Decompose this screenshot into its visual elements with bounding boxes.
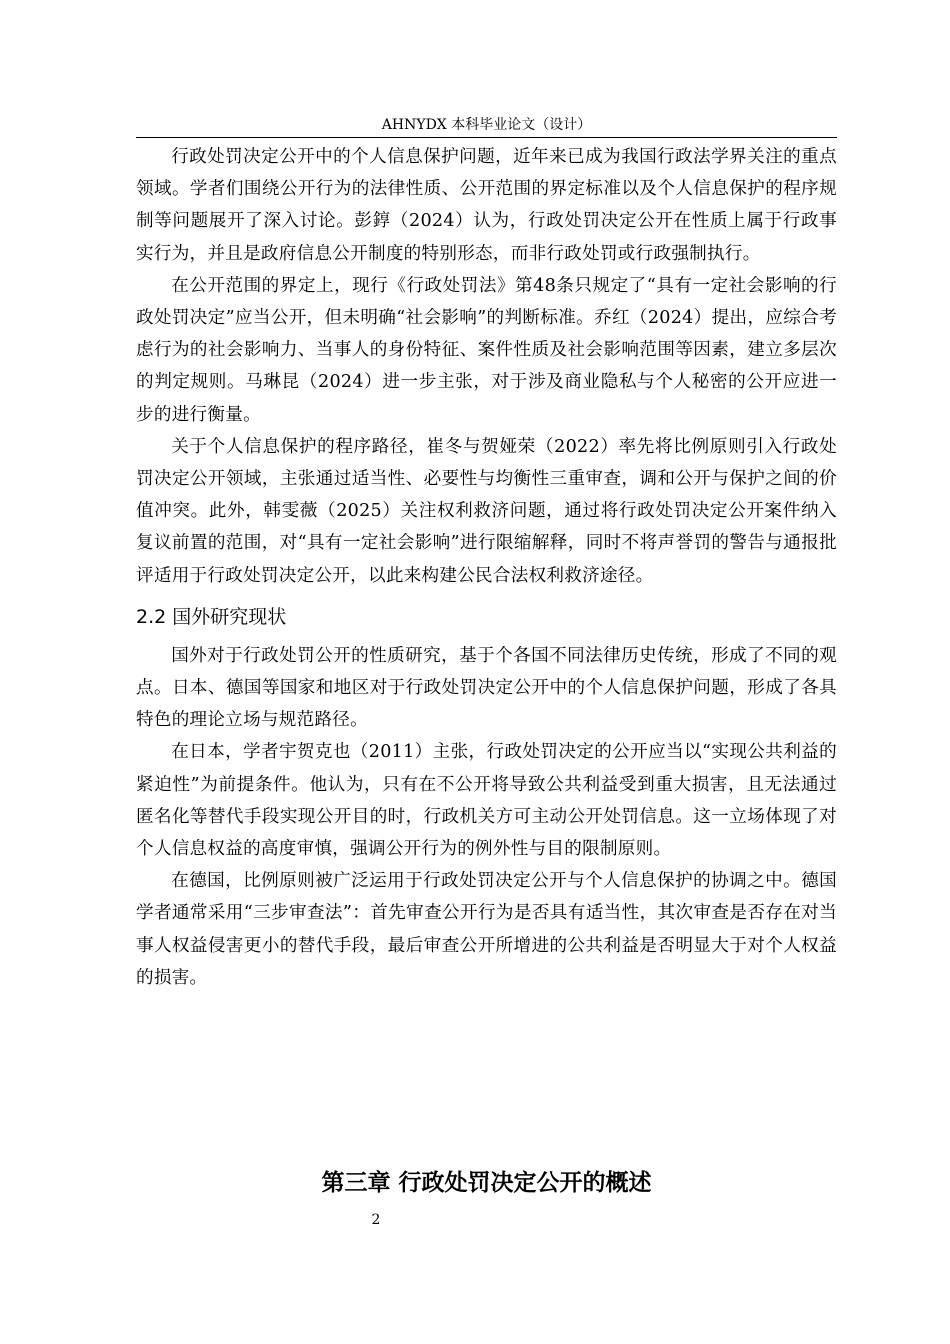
body-paragraph: 行政处罚决定公开中的个人信息保护问题，近年来已成为我国行政法学界关注的重点领域。学者们围绕公开行为的法律性质、公开范围的界定标准以及个人信息保护的程序规制等问题展开了深入讨论。彭錞（2024）认为，行政处罚决定公开在性质上属于行政事实行为，并且是政府信息公开制度的特别形态，而非行政处罚或行政强制执行。: [136, 147, 837, 264]
body-paragraph: 在公开范围的界定上，现行《行政处罚法》第48条只规定了“具有一定社会影响的行政处罚决定”应当公开，但未明确“社会影响”的判断标准。乔红（2024）提出，应综合考虑行为的社会影响力、当事人的身份特征、案件性质及社会影响范围等因素，建立多层次的判定规则。马琳昆（2024）进一步主张，对于涉及商业隐私与个人秘密的公开应进一步的进行衡量。: [136, 275, 837, 425]
body-paragraph: 国外对于行政处罚公开的性质研究，基于个各国不同法律历史传统，形成了不同的观点。日本、德国等国家和地区对于行政处罚决定公开中的个人信息保护问题，形成了各具特色的理论立场与规范路径。: [136, 645, 837, 731]
header-divider: [136, 137, 837, 138]
chapter-heading: 第三章 行政处罚决定公开的概述: [321, 1170, 652, 1197]
page-body: [136, 141, 837, 994]
body-paragraph: 在德国，比例原则被广泛运用于行政处罚决定公开与个人信息保护的协调之中。德国学者通常采用“三步审查法”：首先审查公开行为是否具有适当性，其次审查是否存在对当事人权益侵害更小的替代手段，最后审查公开所增进的公共利益是否明显大于对个人权益的损害。: [136, 871, 837, 988]
page-number: 2: [371, 1212, 381, 1228]
running-header: AHNYDX 本科毕业论文（设计）: [381, 117, 592, 133]
section-heading: 2.2 国外研究现状: [136, 605, 287, 628]
body-paragraph: 关于个人信息保护的程序路径，崔冬与贺娅荣（2022）率先将比例原则引入行政处罚决定公开领域，主张通过适当性、必要性与均衡性三重审查，调和公开与保护之间的价值冲突。此外，韩雯薇（2025）关注权利救济问题，通过将行政处罚决定公开案件纳入复议前置的范围，对“具有一定社会影响”进行限缩解释，同时不将声誉罚的警告与通报批评适用于行政处罚决定公开，以此来构建公民合法权利救济途径。: [136, 436, 837, 586]
body-paragraph: 在日本，学者宇贺克也（2011）主张，行政处罚决定的公开应当以“实现公共利益的紧迫性”为前提条件。他认为，只有在不公开将导致公共利益受到重大损害，且无法通过匿名化等替代手段实现公开目的时，行政机关方可主动公开处罚信息。这一立场体现了对个人信息权益的高度审慎，强调公开行为的例外性与目的限制原则。: [136, 742, 837, 860]
